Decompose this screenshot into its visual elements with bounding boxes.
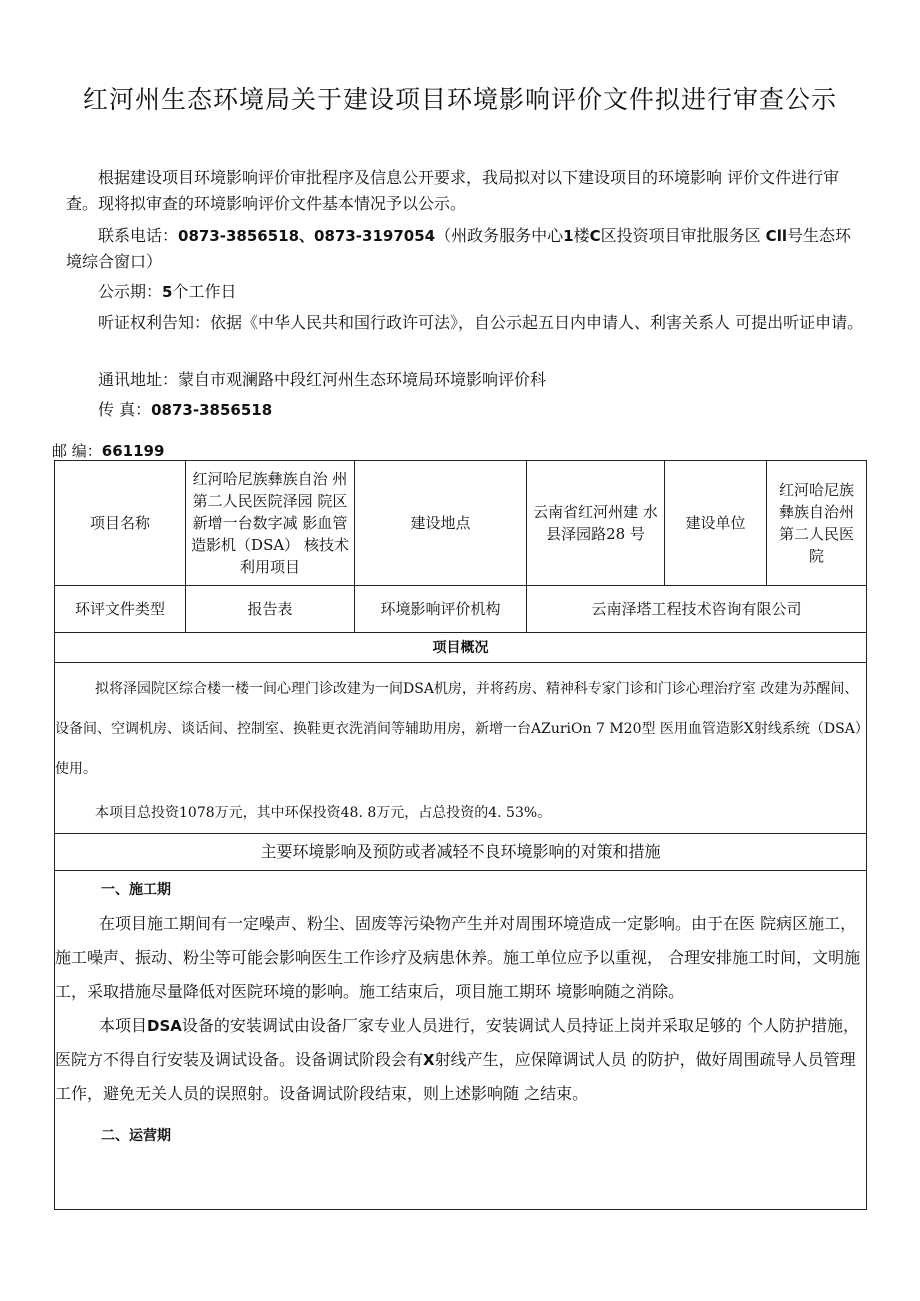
address-paragraph (66, 367, 866, 393)
contact-place-post: 号生态环境综合窗口） (66, 226, 851, 271)
construction-p2-b: 设备的安装调试由设备厂家专业人员进行，安装调试人员持证上岗并采取足够的 个人防护措施，医院方不得自行安装及调试设备。设备调试阶段会有 (55, 1016, 859, 1069)
doc-type-value: 报告表 (186, 586, 355, 633)
table-row (55, 663, 867, 834)
overview-paragraph-2: 本项目总投资1078万元，其中环保投资48. 8万元，占总投资的4. 53%。 (95, 805, 552, 821)
contact-zone: C (589, 227, 601, 245)
dsa-term: DSA (147, 1017, 182, 1035)
contact-floor: 1 (563, 227, 574, 245)
measures-header: 主要环境影响及预防或者减轻不良环境影响的对策和措施 (55, 834, 867, 871)
contact-window: C (765, 227, 777, 245)
intro-text: 根据建设项目环境影响评价审批程序及信息公开要求，我局拟对以下建设项目的环境影响 评价文件进行审查。现将拟审查的环境影响评价文件基本情况予以公示。 (66, 168, 840, 213)
window-number-mark: ll (776, 227, 787, 245)
unit-label: 建设单位 (665, 461, 767, 586)
period-paragraph (66, 279, 866, 305)
intro-paragraph (66, 165, 866, 217)
fax-value: 0873-3856518 (151, 401, 273, 419)
table-row (55, 633, 867, 663)
table-row (55, 461, 867, 586)
project-name-label: 项目名称 (55, 461, 186, 586)
period-unit: 个工作日 (172, 282, 237, 301)
location-label: 建设地点 (355, 461, 527, 586)
postal-label: 邮 编： (52, 442, 102, 460)
overview-body (55, 663, 867, 834)
contact-place-mid: 楼 (573, 226, 590, 245)
construction-p2-a: 本项目 (99, 1016, 148, 1035)
fax-label: 传 真： (98, 400, 152, 419)
table-row (55, 586, 867, 633)
contact-phones: 0873-3856518、0873-3197054 (178, 227, 436, 245)
contact-label: 联系电话： (98, 226, 179, 245)
unit-value: 红河哈尼族 彝族自治州 第二人民医 院 (767, 461, 867, 586)
contact-place-mid2: 区投资项目审批服务区 (600, 226, 766, 245)
postal-code (52, 440, 164, 461)
construction-paragraph-2 (55, 1009, 866, 1111)
project-table (54, 460, 867, 1210)
x-term: X (423, 1051, 435, 1069)
table-row (55, 834, 867, 871)
location-value: 云南省红河州建 水县泽园路28 号 (527, 461, 665, 586)
period-value: 5 (162, 283, 173, 301)
overview-paragraph-1: 拟将泽园院区综合楼一楼一间心理门诊改建为一间DSA机房，并将药房、精神科专家门诊和门诊心理治疗室 改建为苏醒间、设备间、空调机房、谈话间、控制室、换鞋更衣洗消间等辅助用房，新增一台AZuriOn 7 M20型 医用血管造影X射线系统（DSA）使用。 (55, 681, 862, 777)
operation-heading: 二、运营期 (101, 1128, 171, 1144)
table-row (55, 871, 867, 1210)
page-title: 红河州生态环境局关于建设项目环境影响评价文件拟进行审查公示 (82, 85, 837, 114)
doc-type-label: 环评文件类型 (55, 586, 186, 633)
agency-label: 环境影响评价机构 (355, 586, 527, 633)
project-name-value: 红河哈尼族彝族自治 州第二人民医院泽园 院区新增一台数字减 影血管造影机（DSA） 核技术利用项目 (186, 461, 355, 586)
hearing-text: 听证权利告知：依据《中华人民共和国行政许可法》，自公示起五日内申请人、利害关系人 可提出听证申请。 (98, 313, 864, 332)
overview-header: 项目概况 (55, 633, 867, 663)
construction-p2-c: 射线产生，应保障调试人员 的防护，做好周围疏导人员管理工作，避免无关人员的误照射。设备调试阶段结束，则上述影响随 之结束。 (55, 1050, 856, 1103)
contact-paragraph (66, 223, 866, 275)
hearing-paragraph (66, 310, 866, 336)
postal-value: 661199 (101, 442, 165, 460)
period-label: 公示期： (98, 282, 163, 301)
construction-heading: 一、施工期 (101, 882, 171, 898)
contact-place: （州政务服务中心 (435, 226, 564, 245)
agency-value: 云南泽塔工程技术咨询有限公司 (527, 586, 867, 633)
construction-paragraph-1: 在项目施工期间有一定噪声、粉尘、固废等污染物产生并对周围环境造成一定影响。由于在医 院病区施工，施工噪声、振动、粉尘等可能会影响医生工作诊疗及病患休养。施工单位应予以重视， 合理安排施工时间，文明施工，采取措施尽量降低对医院环境的影响。施工结束后，项目施工期环 境影响随之消除。 (55, 914, 861, 1001)
fax-paragraph (66, 397, 866, 423)
address-text: 通讯地址：蒙自市观澜路中段红河州生态环境局环境影响评价科 (98, 370, 547, 389)
measures-body (55, 871, 867, 1210)
